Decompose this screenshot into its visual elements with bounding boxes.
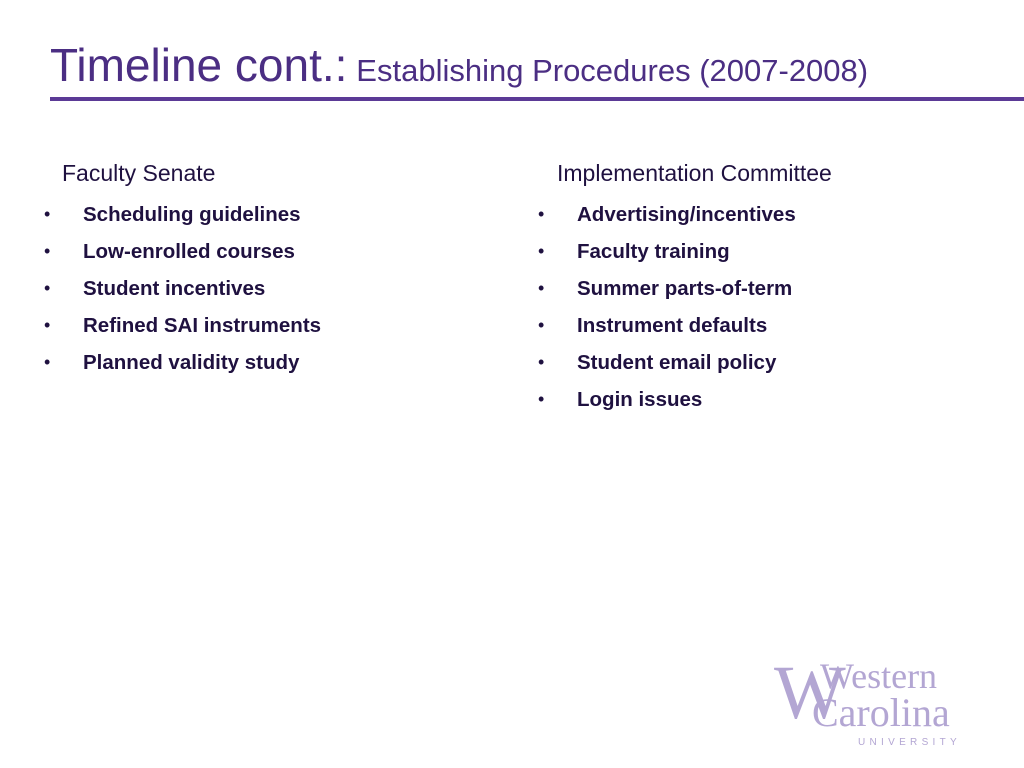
list-item (44, 233, 484, 270)
list-item-text: Student incentives (83, 276, 266, 300)
bullet-icon: • (44, 277, 51, 298)
logo-word-university: UNIVERSITY (858, 737, 962, 748)
logo-word-western: Western (820, 658, 938, 696)
bullet-icon: • (538, 277, 545, 298)
faculty-senate-list (44, 196, 484, 381)
title-underline (50, 97, 1024, 101)
bullet-icon: • (538, 314, 545, 335)
western-carolina-logo (774, 658, 982, 750)
slide-title (50, 39, 869, 91)
list-item-text: Low-enrolled courses (83, 239, 295, 263)
title-subtitle: Establishing Procedures (2007-2008) (356, 53, 869, 88)
faculty-senate-column (44, 160, 484, 381)
list-item-text: Planned validity study (83, 350, 300, 374)
list-item-text: Faculty training (577, 239, 730, 263)
list-item (538, 381, 978, 418)
bullet-icon: • (538, 240, 545, 261)
bullet-icon: • (44, 314, 51, 335)
logo-word-carolina: Carolina (812, 690, 950, 735)
list-item (44, 270, 484, 307)
implementation-committee-column (538, 160, 978, 418)
bullet-icon: • (538, 351, 545, 372)
list-item (44, 196, 484, 233)
list-item (538, 344, 978, 381)
bullet-icon: • (44, 240, 51, 261)
bullet-icon: • (538, 388, 545, 409)
list-item-text: Refined SAI instruments (83, 313, 322, 337)
list-item (44, 307, 484, 344)
logo-initial-w: W (774, 658, 846, 735)
list-item-text: Summer parts-of-term (577, 276, 793, 300)
list-item-text: Login issues (577, 387, 703, 411)
list-item-text: Student email policy (577, 350, 777, 374)
list-item-text: Scheduling guidelines (83, 202, 301, 226)
bullet-icon: • (44, 203, 51, 224)
title-main: Timeline cont.: (50, 39, 348, 91)
list-item (538, 196, 978, 233)
bullet-icon: • (538, 203, 545, 224)
list-item-text: Advertising/incentives (577, 202, 796, 226)
list-item (538, 233, 978, 270)
implementation-committee-heading: Implementation Committee (557, 160, 832, 186)
list-item (538, 270, 978, 307)
list-item (538, 307, 978, 344)
list-item (44, 344, 484, 381)
implementation-committee-list (538, 196, 978, 418)
list-item-text: Instrument defaults (577, 313, 768, 337)
faculty-senate-heading: Faculty Senate (62, 160, 216, 186)
bullet-icon: • (44, 351, 51, 372)
